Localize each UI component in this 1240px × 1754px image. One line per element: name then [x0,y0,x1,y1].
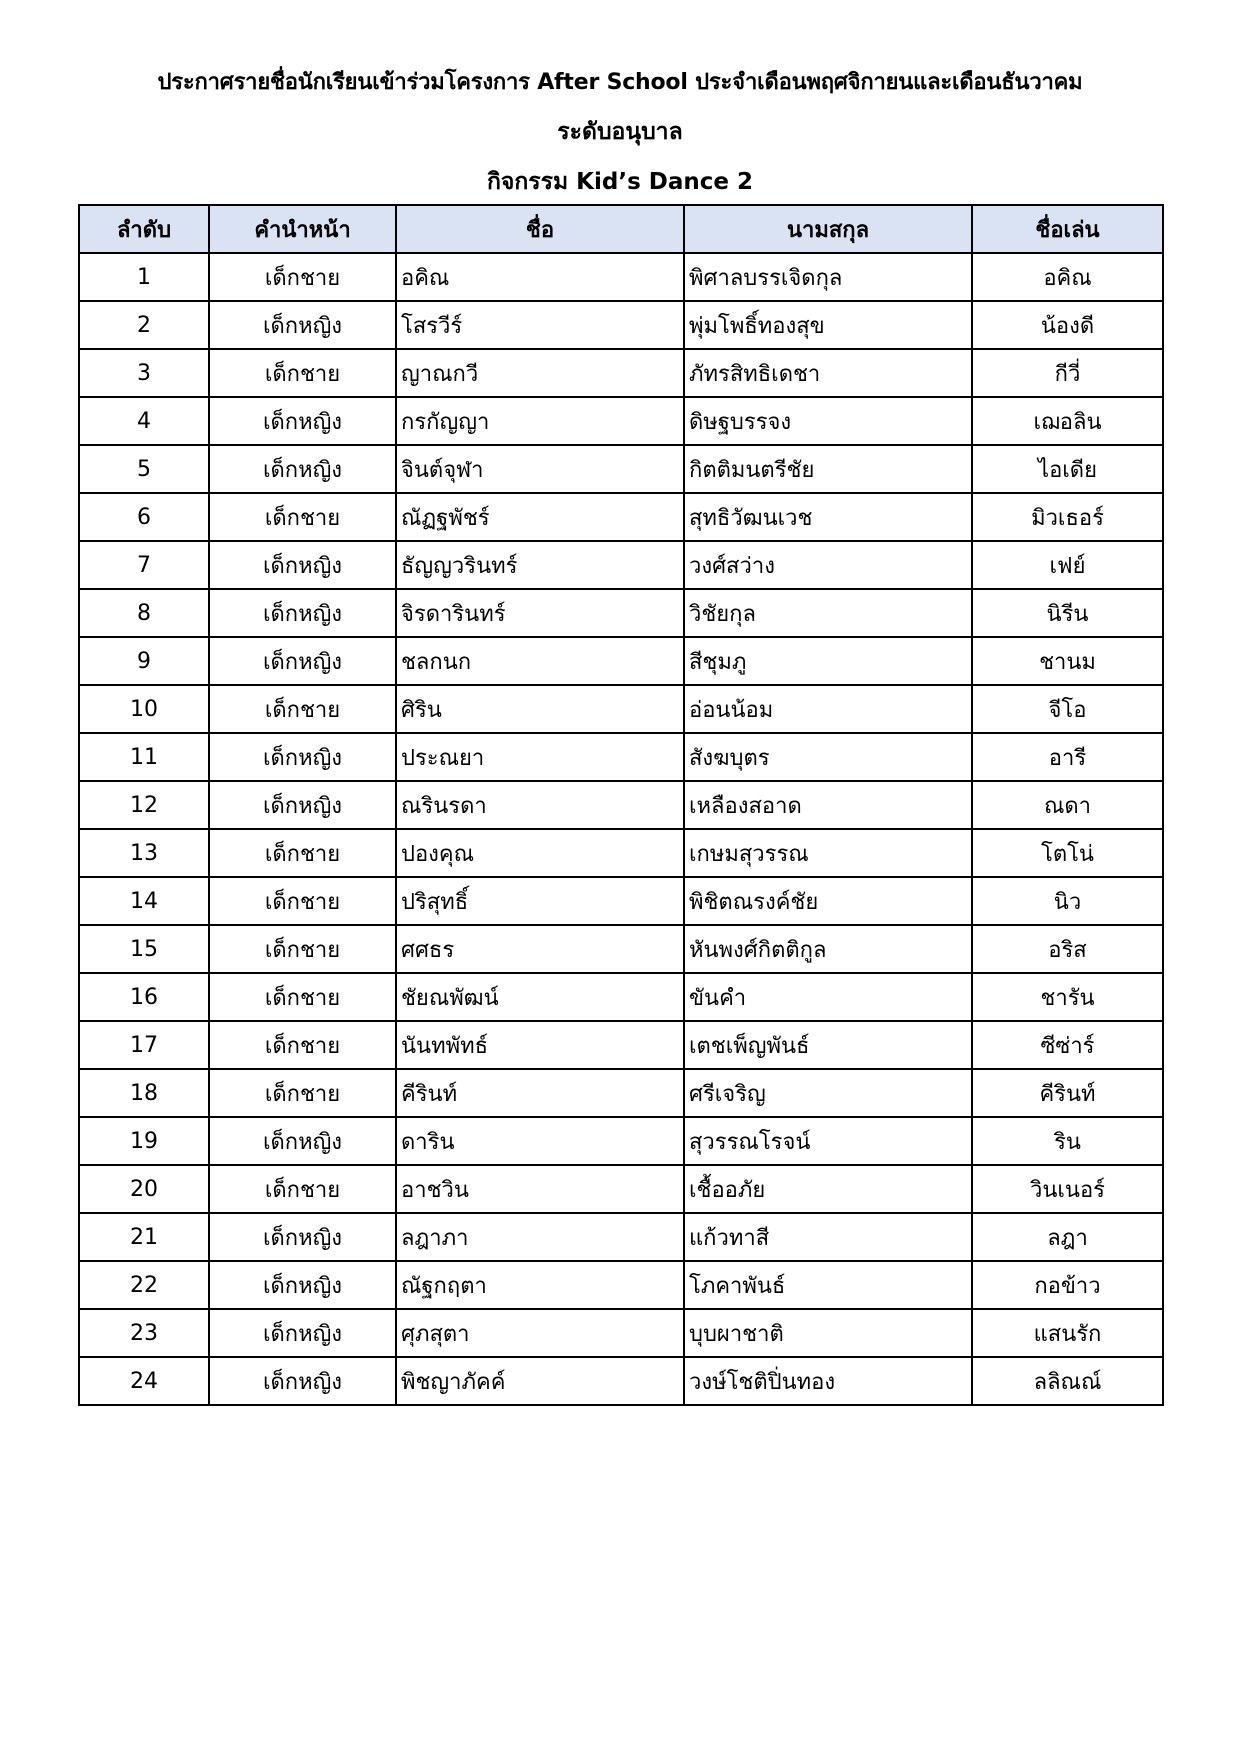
nickname-cell: กอข้าว [972,1261,1163,1309]
first-name-cell: ศิริน [396,685,684,733]
last-name-cell: โภคาพันธ์ [684,1261,972,1309]
prefix-cell: เด็กชาย [209,829,396,877]
prefix-cell: เด็กชาย [209,493,396,541]
prefix-cell: เด็กหญิง [209,733,396,781]
last-name-cell: แก้วทาสี [684,1213,972,1261]
table-row [79,1309,1163,1357]
table-row [79,493,1163,541]
prefix-cell: เด็กหญิง [209,589,396,637]
table-row [79,1117,1163,1165]
last-name-cell: ดิษฐบรรจง [684,397,972,445]
last-name-cell: สีชุมภู [684,637,972,685]
order-cell: 7 [79,541,209,589]
order-cell: 21 [79,1213,209,1261]
table-body [79,253,1163,1405]
first-name-cell: ญาณกวี [396,349,684,397]
activity-subtitle: กิจกรรม Kid’s Dance 2 [486,169,754,195]
last-name-cell: เชื้ออภัย [684,1165,972,1213]
nickname-cell: ซีซ่าร์ [972,1021,1163,1069]
nickname-cell: อคิณ [972,253,1163,301]
nickname-cell: อารี [972,733,1163,781]
table-row [79,301,1163,349]
order-cell: 23 [79,1309,209,1357]
first-name-cell: กรกัญญา [396,397,684,445]
nickname-cell: กีวี่ [972,349,1163,397]
last-name-cell: กิตติมนตรีชัย [684,445,972,493]
order-cell: 11 [79,733,209,781]
order-cell: 12 [79,781,209,829]
order-cell: 16 [79,973,209,1021]
nickname-cell: นิรีน [972,589,1163,637]
prefix-cell: เด็กหญิง [209,397,396,445]
prefix-cell: เด็กหญิง [209,1213,396,1261]
last-name-cell: วงศ์สว่าง [684,541,972,589]
nickname-cell: คีรินท์ [972,1069,1163,1117]
nickname-cell: โตโน่ [972,829,1163,877]
table-header-row [79,205,1163,253]
first-name-cell: ศศธร [396,925,684,973]
last-name-cell: วงษ์โชติปิ่นทอง [684,1357,972,1405]
student-roster-table [78,204,1164,1406]
table-row [79,589,1163,637]
column-header-first-name: ชื่อ [396,205,684,253]
nickname-cell: วินเนอร์ [972,1165,1163,1213]
last-name-cell: พิศาลบรรเจิดกุล [684,253,972,301]
column-header-prefix: คำนำหน้า [209,205,396,253]
order-cell: 5 [79,445,209,493]
first-name-cell: ณรินรดา [396,781,684,829]
first-name-cell: อคิณ [396,253,684,301]
table-row [79,445,1163,493]
last-name-cell: พิชิตณรงค์ชัย [684,877,972,925]
order-cell: 9 [79,637,209,685]
last-name-cell: หันพงศ์กิตติกูล [684,925,972,973]
first-name-cell: จิรดารินทร์ [396,589,684,637]
order-cell: 14 [79,877,209,925]
first-name-cell: ชลกนก [396,637,684,685]
prefix-cell: เด็กชาย [209,1165,396,1213]
first-name-cell: ประณยา [396,733,684,781]
prefix-cell: เด็กหญิง [209,1309,396,1357]
last-name-cell: สุวรรณโรจน์ [684,1117,972,1165]
order-cell: 13 [79,829,209,877]
order-cell: 15 [79,925,209,973]
prefix-cell: เด็กหญิง [209,1357,396,1405]
table-row [79,973,1163,1021]
nickname-cell: อริส [972,925,1163,973]
nickname-cell: นิว [972,877,1163,925]
prefix-cell: เด็กชาย [209,685,396,733]
order-cell: 8 [79,589,209,637]
nickname-cell: น้องดี [972,301,1163,349]
table-row [79,1357,1163,1405]
order-cell: 6 [79,493,209,541]
table-row [79,1021,1163,1069]
prefix-cell: เด็กหญิง [209,781,396,829]
last-name-cell: วิชัยกุล [684,589,972,637]
table-row [79,349,1163,397]
order-cell: 3 [79,349,209,397]
order-cell: 22 [79,1261,209,1309]
first-name-cell: ปริสุทธิ์ [396,877,684,925]
table-row [79,1261,1163,1309]
nickname-cell: ลฎา [972,1213,1163,1261]
first-name-cell: จินต์จุฬา [396,445,684,493]
last-name-cell: เตชเพ็ญพันธ์ [684,1021,972,1069]
prefix-cell: เด็กหญิง [209,445,396,493]
table-row [79,925,1163,973]
nickname-cell: ไอเดีย [972,445,1163,493]
nickname-cell: ณดา [972,781,1163,829]
column-header-nickname: ชื่อเล่น [972,205,1163,253]
table-row [79,733,1163,781]
prefix-cell: เด็กชาย [209,1069,396,1117]
nickname-cell: ริน [972,1117,1163,1165]
order-cell: 20 [79,1165,209,1213]
first-name-cell: พิชญาภัคค์ [396,1357,684,1405]
last-name-cell: ขันคำ [684,973,972,1021]
order-cell: 10 [79,685,209,733]
order-cell: 18 [79,1069,209,1117]
prefix-cell: เด็กชาย [209,973,396,1021]
prefix-cell: เด็กชาย [209,349,396,397]
last-name-cell: สังฆบุตร [684,733,972,781]
table-header [79,205,1163,253]
order-cell: 17 [79,1021,209,1069]
prefix-cell: เด็กหญิง [209,541,396,589]
first-name-cell: ลฎาภา [396,1213,684,1261]
table-row [79,1069,1163,1117]
table-row [79,1213,1163,1261]
first-name-cell: ดาริน [396,1117,684,1165]
first-name-cell: ศุภสุตา [396,1309,684,1357]
table-row [79,1165,1163,1213]
prefix-cell: เด็กชาย [209,253,396,301]
nickname-cell: มิวเธอร์ [972,493,1163,541]
first-name-cell: ธัญญวรินทร์ [396,541,684,589]
nickname-cell: ชารัน [972,973,1163,1021]
last-name-cell: ภัทรสิทธิเดชา [684,349,972,397]
prefix-cell: เด็กหญิง [209,1261,396,1309]
column-header-order: ลำดับ [79,205,209,253]
nickname-cell: ชานม [972,637,1163,685]
table-row [79,541,1163,589]
nickname-cell: เฟย์ [972,541,1163,589]
table-row [79,877,1163,925]
first-name-cell: ปองคุณ [396,829,684,877]
order-cell: 4 [79,397,209,445]
nickname-cell: แสนรัก [972,1309,1163,1357]
first-name-cell: โสรวีร์ [396,301,684,349]
table-row [79,829,1163,877]
document-title: ประกาศรายชื่อนักเรียนเข้าร่วมโครงการ After School ประจำเดือนพฤศจิกายนและเดือนธันวาคม [157,70,1083,95]
order-cell: 24 [79,1357,209,1405]
last-name-cell: เหลืองสอาด [684,781,972,829]
prefix-cell: เด็กชาย [209,877,396,925]
first-name-cell: คีรินท์ [396,1069,684,1117]
first-name-cell: อาชวิน [396,1165,684,1213]
prefix-cell: เด็กหญิง [209,637,396,685]
prefix-cell: เด็กชาย [209,925,396,973]
prefix-cell: เด็กหญิง [209,1117,396,1165]
last-name-cell: ศรีเจริญ [684,1069,972,1117]
last-name-cell: สุทธิวัฒนเวช [684,493,972,541]
order-cell: 1 [79,253,209,301]
last-name-cell: บุบผาชาติ [684,1309,972,1357]
order-cell: 2 [79,301,209,349]
table-row [79,685,1163,733]
table-row [79,253,1163,301]
level-subtitle: ระดับอนุบาล [557,119,683,145]
first-name-cell: ชัยณพัฒน์ [396,973,684,1021]
order-cell: 19 [79,1117,209,1165]
table-row [79,397,1163,445]
prefix-cell: เด็กชาย [209,1021,396,1069]
last-name-cell: เกษมสุวรรณ [684,829,972,877]
nickname-cell: ลลิณณ์ [972,1357,1163,1405]
first-name-cell: ณัฏฐพัชร์ [396,493,684,541]
first-name-cell: นันทพัทธ์ [396,1021,684,1069]
last-name-cell: พุ่มโพธิ์ทองสุข [684,301,972,349]
table-row [79,781,1163,829]
last-name-cell: อ่อนน้อม [684,685,972,733]
column-header-last-name: นามสกุล [684,205,972,253]
first-name-cell: ณัฐกฤตา [396,1261,684,1309]
nickname-cell: เฌอลิน [972,397,1163,445]
prefix-cell: เด็กหญิง [209,301,396,349]
table-row [79,637,1163,685]
nickname-cell: จีโอ [972,685,1163,733]
